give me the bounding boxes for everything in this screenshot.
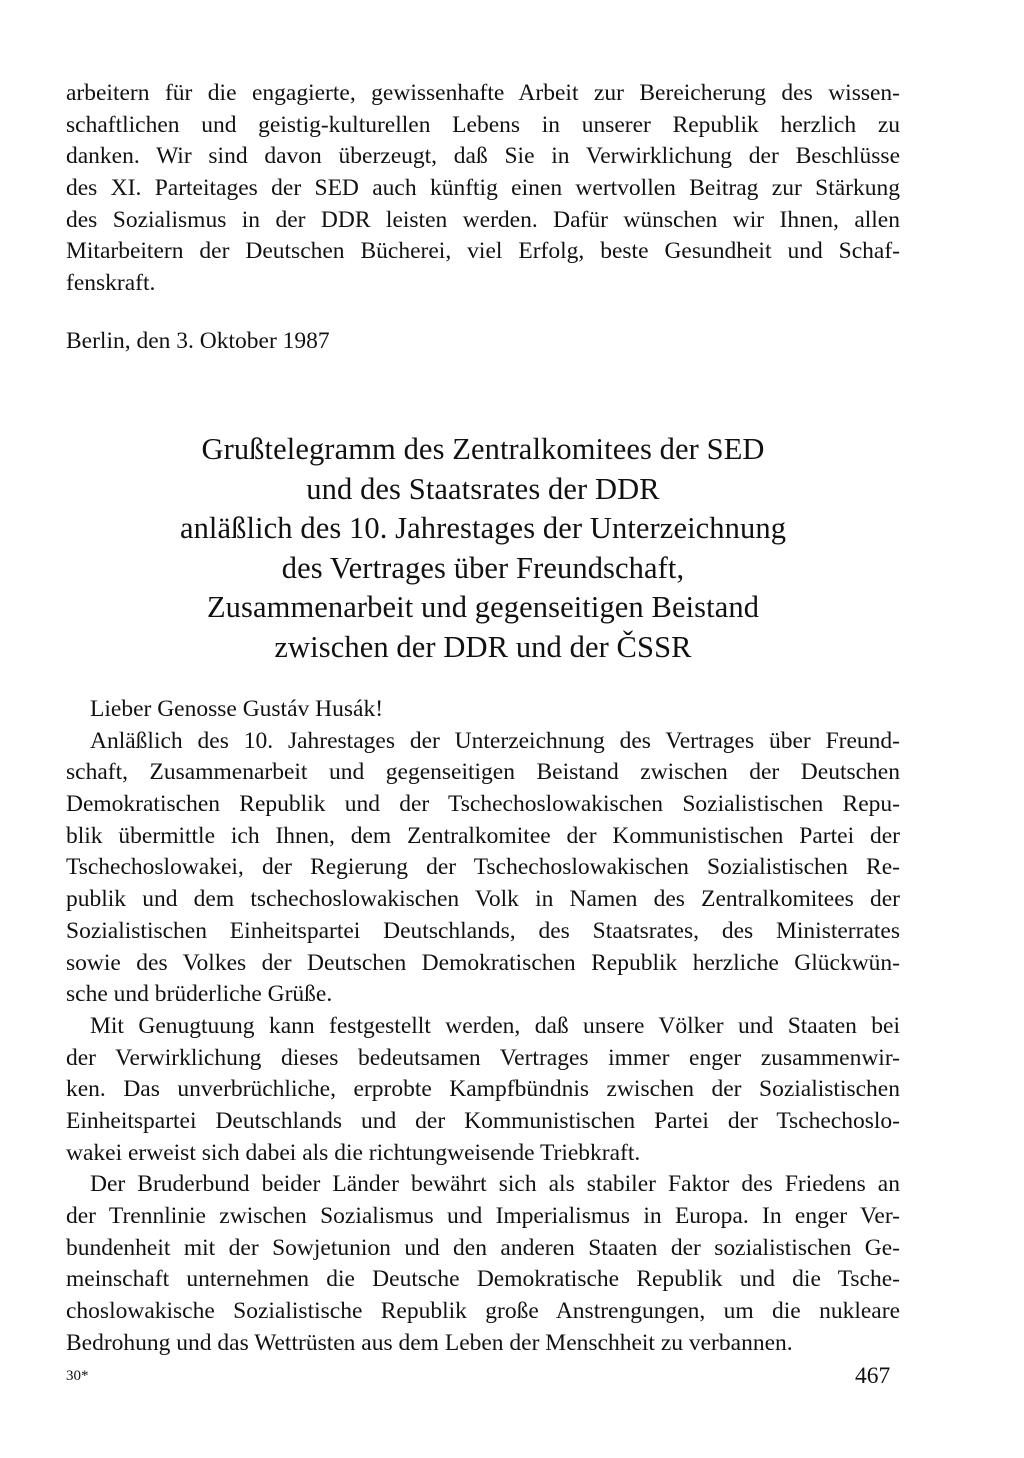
text-line: schaft, Zusammenarbeit und gegenseitigen Beistand zwischen der Deutschen xyxy=(66,759,900,786)
text-line: Anläßlich des 10. Jahrestages der Unterzeichnung des Vertrages über Freund- xyxy=(90,727,900,754)
text-line: des XI. Parteitages der SED auch künftig einen wertvollen Beitrag zur Stärkung xyxy=(66,175,900,202)
heading-line: anläßlich des 10. Jahrestages der Unterzeichnung xyxy=(179,511,787,546)
text-line: choslowakische Sozialistische Republik große Anstrengungen, um die nukleare xyxy=(66,1298,900,1325)
text-line: Tschechoslowakei, der Regierung der Tschechoslowakischen Sozialistischen Re- xyxy=(66,854,900,881)
text-line: fenskraft. xyxy=(66,270,156,297)
letter-body xyxy=(66,694,900,1359)
text-line: sche und brüderliche Grüße. xyxy=(66,981,333,1008)
text-line: bundenheit mit der Sowjetunion und den anderen Staaten der sozialistischen Ge- xyxy=(66,1234,900,1261)
heading-line: Grußtelegramm des Zentralkomitees der SED xyxy=(201,432,765,466)
heading-line: des Vertrages über Freundschaft, xyxy=(281,550,685,585)
text-line: Der Bruderbund beider Länder bewährt sich als stabiler Faktor des Friedens an xyxy=(90,1171,900,1198)
intro-paragraph xyxy=(66,78,900,300)
text-line: publik und dem tschechoslowakischen Volk in Namen des Zentralkomitees der xyxy=(66,886,900,913)
text-line: arbeitern für die engagierte, gewissenhafte Arbeit zur Bereicherung des wissen- xyxy=(66,80,900,106)
heading-line: Zusammenarbeit und gegenseitigen Beistand xyxy=(206,590,760,625)
text-line: schaftlichen und geistig-kulturellen Lebens in unserer Republik herzlich zu xyxy=(66,111,900,138)
paragraph-1 xyxy=(66,726,900,1011)
text-line: Mit Genugtuung kann festgestellt werden, daß unsere Völker und Staaten bei xyxy=(90,1012,900,1039)
text-line: Einheitspartei Deutschlands und der Kommunistischen Partei der Tschechoslo- xyxy=(66,1107,900,1134)
text-line: sowie des Volkes der Deutschen Demokratischen Republik herzliche Glückwün- xyxy=(66,949,900,976)
paragraph-3 xyxy=(66,1169,900,1359)
document-heading xyxy=(66,430,900,668)
text-line: meinschaft unternehmen die Deutsche Demokratische Republik und die Tsche- xyxy=(66,1266,900,1293)
text-line: blik übermittle ich Ihnen, dem Zentralkomitee der Kommunistischen Partei der xyxy=(66,822,900,849)
text-line: danken. Wir sind davon überzeugt, daß Sie in Verwirklichung der Beschlüsse xyxy=(66,143,900,170)
text-line: wakei erweist sich dabei als die richtungweisende Triebkraft. xyxy=(66,1139,641,1166)
text-line: Mitarbeitern der Deutschen Bücherei, viel Erfolg, beste Gesundheit und Schaf- xyxy=(66,238,900,265)
text-line: der Verwirklichung dieses bedeutsamen Vertrages immer enger zusammenwir- xyxy=(66,1044,900,1071)
text-line: der Trennlinie zwischen Sozialismus und Imperialismus in Europa. In enger Ver- xyxy=(66,1203,900,1229)
text-line: Bedrohung und das Wettrüsten aus dem Leben der Menschheit zu verbannen. xyxy=(66,1329,793,1356)
text-line: ken. Das unverbrüchliche, erprobte Kampfbündnis zwischen der Sozialistischen xyxy=(66,1076,900,1103)
heading-line: und des Staatsrates der DDR xyxy=(306,471,660,506)
text-line: Demokratischen Republik und der Tschechoslowakischen Sozialistischen Repu- xyxy=(66,791,900,818)
heading-line: zwischen der DDR und der ČSSR xyxy=(274,629,692,664)
signature-mark: 30* xyxy=(66,1368,89,1384)
salutation: Lieber Genosse Gustáv Husák! xyxy=(90,696,384,722)
paragraph-2 xyxy=(66,1011,900,1169)
page-number: 467 xyxy=(855,1363,891,1389)
text-line: Sozialistischen Einheitspartei Deutschlands, des Staatsrates, des Ministerrates xyxy=(66,917,900,944)
text-line: des Sozialismus in der DDR leisten werden. Dafür wünschen wir Ihnen, allen xyxy=(66,206,900,233)
dateline: Berlin, den 3. Oktober 1987 xyxy=(66,328,330,354)
